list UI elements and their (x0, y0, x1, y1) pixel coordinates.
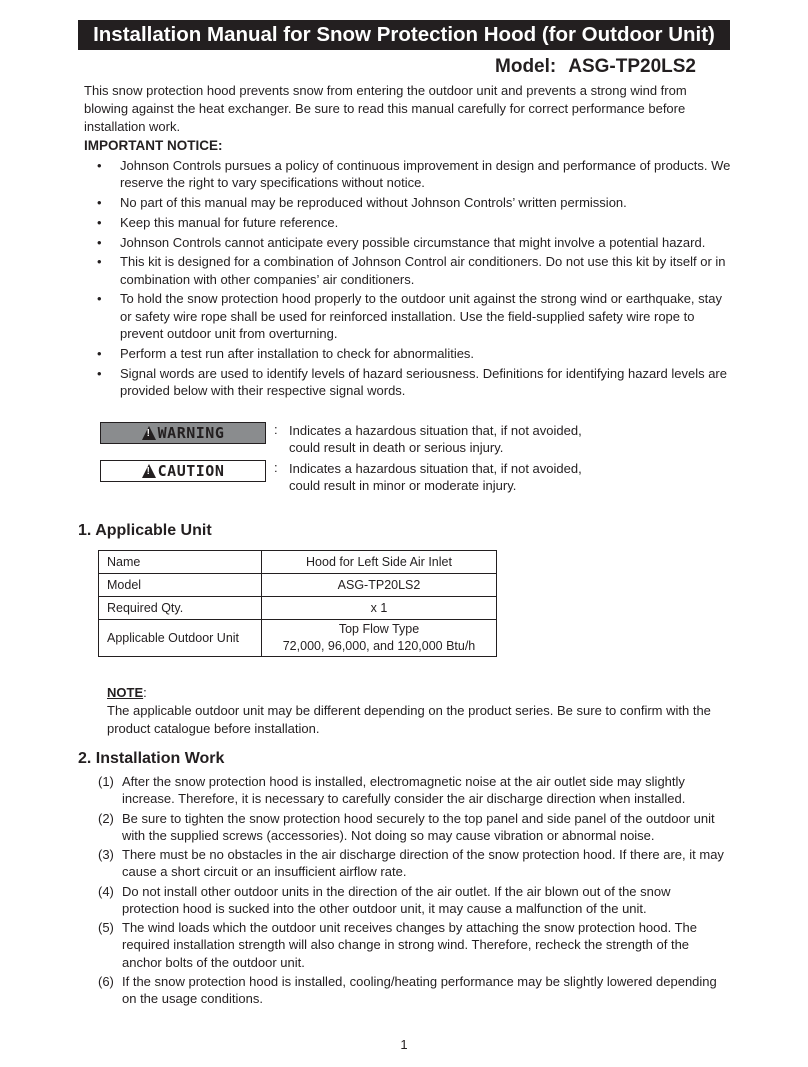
list-item-text: The wind loads which the outdoor unit receives changes by attaching the snow protection hood. The required installation strength will also change in strong wind. Therefore, recheck the strength of the anchor bolts of the outdoor unit. (122, 920, 698, 970)
list-item-number: (6) (98, 973, 114, 989)
table-cell-value: Hood for Left Side Air Inlet (262, 551, 497, 574)
table-row (99, 551, 497, 574)
table-cell-label: Model (99, 574, 262, 597)
note-text: The applicable outdoor unit may be different depending on the product series. Be sure to confirm with the product catalogue before installation. (107, 703, 711, 736)
intro-paragraph: This snow protection hood prevents snow from entering the outdoor unit and prevents a strong wind from blowing against the heat exchanger. Be sure to read this manual carefully for correct performance before installation work. (84, 83, 687, 134)
warning-colon: : (274, 422, 278, 437)
model-line (495, 56, 696, 78)
warning-description (289, 422, 709, 456)
table-cell-value: ASG-TP20LS2 (262, 574, 497, 597)
list-item: • Perform a test run after installation to check for abnormalities. (84, 345, 734, 362)
caution-label: CAUTION (157, 462, 225, 480)
table-row (99, 597, 497, 620)
caution-desc-line2: could result in minor or moderate injury. (289, 478, 517, 493)
table-cell-label: Required Qty. (99, 597, 262, 620)
important-notice-heading: IMPORTANT NOTICE: (84, 138, 223, 153)
list-item-text: There must be no obstacles in the air discharge direction of the snow protection hood. If there are, it may cause a short circuit or an insufficient airflow rate. (122, 847, 724, 880)
list-item: • Johnson Controls cannot anticipate every possible circumstance that might involve a potential hazard. (84, 234, 734, 251)
list-item-text: Be sure to tighten the snow protection hood securely to the top panel and side panel of the outdoor unit with the supplied screws (accessories). Not doing so may cause vibration or abnormal noise. (122, 810, 715, 843)
warning-signal-row (100, 422, 700, 462)
table-cell-label: Name (99, 551, 262, 574)
list-item-number: (1) (98, 774, 114, 789)
caution-badge (100, 460, 266, 482)
model-label: Model: (495, 56, 557, 77)
table-cell-value-line2: 72,000, 96,000, and 120,000 Btu/h (282, 639, 476, 653)
list-item (98, 846, 728, 881)
warning-desc-line2: could result in death or serious injury. (289, 440, 504, 455)
model-value: ASG-TP20LS2 (568, 56, 696, 77)
applicable-unit-table (98, 550, 497, 657)
list-item (98, 810, 728, 845)
table-row (99, 574, 497, 597)
list-item-number: (4) (98, 883, 114, 899)
document-title: Installation Manual for Snow Protection Hood (for Outdoor Unit) (78, 20, 730, 50)
warning-desc-line1: Indicates a hazardous situation that, if not avoided, (289, 423, 582, 438)
warning-label: WARNING (157, 424, 225, 442)
page-number: 1 (400, 1037, 408, 1052)
list-item: • No part of this manual may be reproduced without Johnson Controls’ written permission. (84, 194, 734, 211)
list-item-number: (3) (98, 847, 114, 862)
list-item: • This kit is designed for a combination of Johnson Control air conditioners. Do not use this kit by itself or in combination with other companies’ air conditioners. (84, 253, 734, 288)
table-cell-value-line1: Top Flow Type (338, 622, 420, 636)
note-block (107, 684, 727, 738)
note-label: NOTE (107, 685, 144, 700)
list-item (98, 773, 728, 808)
section-2-heading: 2. Installation Work (78, 750, 225, 767)
caution-triangle-icon: ! (142, 464, 156, 478)
table-cell-label: Applicable Outdoor Unit (99, 620, 262, 657)
list-item-number: (2) (98, 810, 114, 826)
table-cell-value: x 1 (262, 597, 497, 620)
list-item-text: Do not install other outdoor units in the direction of the air outlet. If the air blown out of the snow protection hood is sucked into the other outdoor unit, it may cause a malfunction of the unit. (122, 883, 671, 916)
list-item (98, 973, 728, 1008)
list-item: • Keep this manual for future reference. (84, 214, 734, 231)
important-notice-list (84, 157, 734, 402)
list-item (98, 883, 728, 918)
list-item: • To hold the snow protection hood properly to the outdoor unit against the strong wind or earthquake, stay or safety wire rope shall be used for reinforced installation. Use the field-supplied safety wire rope to prevent outdoor unit from overturning. (84, 290, 734, 342)
list-item (98, 919, 728, 971)
list-item-number: (5) (98, 920, 114, 935)
table-cell-value (262, 620, 497, 657)
installation-work-list (98, 773, 728, 1009)
table-row (99, 620, 497, 657)
caution-description (289, 460, 709, 494)
section-1-heading: 1. Applicable Unit (78, 522, 212, 539)
caution-signal-row (100, 460, 700, 500)
warning-badge (100, 422, 266, 444)
list-item-text: After the snow protection hood is installed, electromagnetic noise at the air outlet side may slightly increase. Therefore, it is necessary to carefully consider the air discharge direction when installed. (122, 774, 686, 807)
caution-desc-line1: Indicates a hazardous situation that, if not avoided, (289, 461, 582, 476)
list-item: • Johnson Controls pursues a policy of continuous improvement in design and performance of products. We reserve the right to vary specifications without notice. (84, 157, 734, 192)
caution-colon: : (274, 460, 278, 475)
warning-triangle-icon: ! (142, 426, 156, 440)
note-colon: : (143, 685, 147, 700)
list-item-text: If the snow protection hood is installed, cooling/heating performance may be slightly lowered depending on the usage conditions. (122, 973, 717, 1007)
list-item: • Signal words are used to identify levels of hazard seriousness. Definitions for identifying hazard levels are provided below with their respective signal words. (84, 365, 734, 400)
